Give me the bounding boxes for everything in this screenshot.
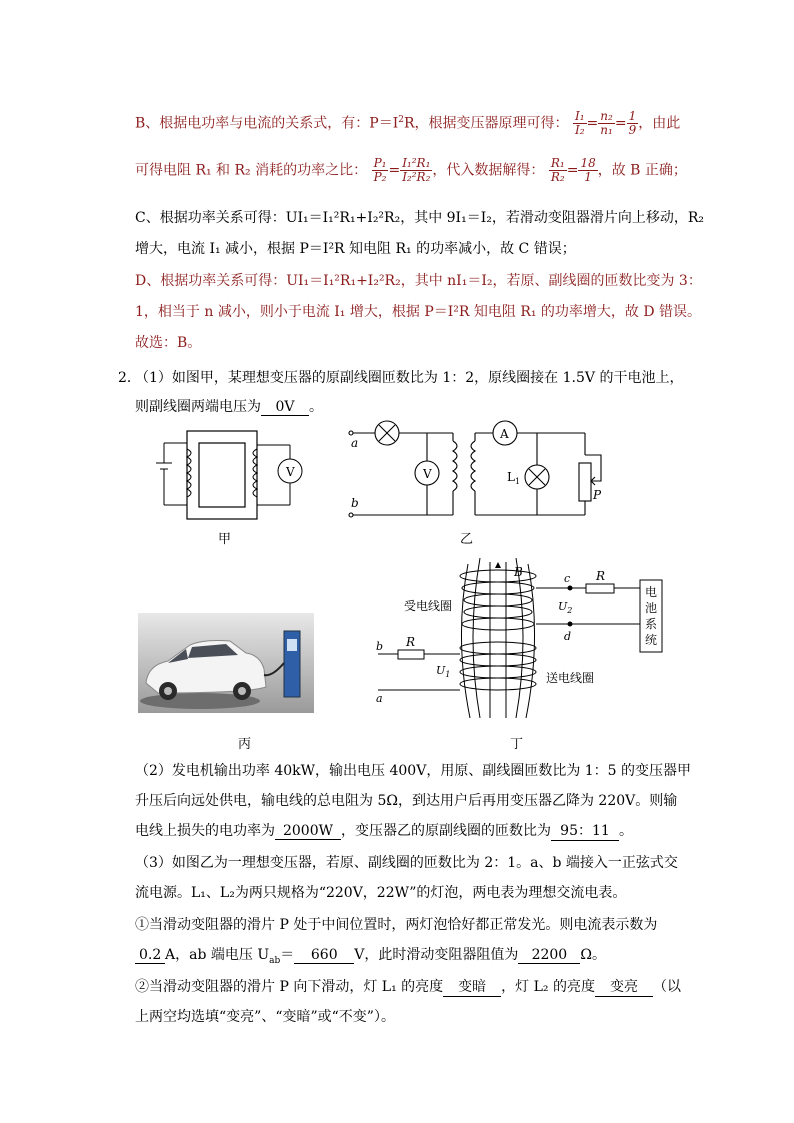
ammeter-label: A — [500, 427, 509, 441]
fraction-num: P₁ — [373, 156, 387, 170]
answer-blank: 变暗 — [443, 976, 501, 997]
text-segment: ，变压器乙的原副线圈的匝数比为 — [341, 823, 551, 839]
answer-blank: 0.2 — [135, 947, 165, 964]
text-segment: A，ab 端电压 U — [165, 947, 270, 963]
solution-d-line2: 1，相当于 n 减小，则小于电流 I₁ 增大，根据 P＝I²R 知电阻 R₁ 的功率增大，故 D 错误。 — [135, 304, 702, 320]
fraction-num: 18 — [580, 156, 596, 170]
figure-yi — [345, 415, 615, 523]
battery-char-3: 系 — [645, 617, 658, 631]
q2-p2-line1: （2）发电机输出功率 40kW，输出电压 400V，用原、副线圈匝数比为 1：5 的变压器甲 — [135, 763, 692, 779]
text-segment: R，根据变压器原理可得： — [403, 115, 569, 132]
fraction-den: 9 — [628, 123, 637, 137]
text-segment: Ω。 — [580, 947, 606, 963]
u2-letter: U — [558, 600, 568, 613]
text-segment: 。 — [309, 399, 323, 415]
fraction — [400, 157, 432, 184]
text-segment: 电线上损失的电功率为 — [135, 823, 275, 839]
text-segment: ，故 B 正确； — [597, 162, 687, 179]
voltmeter-label: V — [286, 465, 295, 479]
q2-p3-line5 — [135, 976, 681, 997]
caption-bing: 丙 — [238, 737, 252, 752]
fraction-num: I₁ — [574, 109, 585, 123]
point-d-label: d — [564, 630, 572, 643]
answer-blank: 95：11 — [551, 820, 619, 841]
fraction — [372, 157, 389, 184]
solution-c-line2: 增大，电流 I₁ 减小，根据 P＝I²R 知电阻 R₁ 的功率减小，故 C 错误； — [135, 241, 576, 257]
figure-ding — [370, 558, 670, 718]
fraction — [578, 157, 597, 184]
lamp-letter: L — [507, 470, 515, 484]
solution-b-line2: 可得电阻 R₁ 和 R₂ 消耗的功率之比： $\frac{\text{P₁}}{\text{P₂}}$ = $\frac{\text{I₁²R₁}}{\text{I₂²R₂}}$ ，代入数据解得： $\frac{\text{R₁}}{\text{R₂}}$ = $\frac{18}{1}$ ，故 B 正确； — [135, 156, 687, 184]
fraction-num: I₁²R₁ — [402, 156, 431, 170]
fraction — [549, 157, 567, 184]
text-segment: ②当滑动变阻器的滑片 P 向下滑动，灯 L₁ 的亮度 — [135, 979, 444, 995]
text-segment: 。 — [619, 823, 633, 839]
fraction — [573, 110, 587, 137]
fraction-num: 1 — [628, 109, 637, 123]
solution-d-line1: D、根据功率关系可得：UI₁＝I₁²R₁+I₂²R₂，其中 nI₁＝I₂，若原、副线圈的匝数比变为 3： — [135, 273, 702, 289]
slider-label: P — [593, 488, 602, 502]
text-segment: ＝ — [280, 947, 295, 963]
caption-jia: 甲 — [218, 532, 232, 547]
lamp-subscript: 1 — [514, 477, 521, 486]
solution-c-line1: C、根据功率关系可得：UI₁＝I₁²R₁+I₂²R₂，其中 9I₁＝I₂，若滑动变阻器滑片向上移动，R₂ — [135, 210, 704, 226]
q2-p1-line2 — [135, 396, 323, 416]
battery-char-4: 统 — [645, 633, 658, 647]
q2-p3-line6: 上两空均选填“变亮”、“变暗”或“不变”）。 — [135, 1009, 395, 1025]
u2-label — [558, 600, 572, 615]
text-segment: 可得电阻 R₁ 和 R₂ 消耗的功率之比： — [135, 162, 368, 179]
terminal-a-label: a — [351, 436, 359, 450]
u2-subscript: 2 — [567, 606, 573, 615]
fraction-num: n₂ — [600, 109, 613, 123]
subscript: ab — [269, 955, 281, 966]
q2-p3-line2: 流电源。L₁、L₂为两只规格为“220V，22W”的灯泡，两电表为理想交流电表。 — [135, 885, 627, 901]
terminal-a-label: a — [376, 692, 383, 705]
resistor-r1-label: R — [406, 635, 416, 649]
terminal-b-label: b — [376, 640, 384, 653]
q2-p3-line4 — [135, 944, 606, 966]
sending-coil-label: 送电线圈 — [546, 671, 595, 685]
q2-p2-line3 — [135, 820, 633, 841]
figure-bing-photo — [138, 613, 314, 713]
voltmeter-label: V — [423, 467, 432, 481]
answer-blank: 变亮 — [595, 976, 653, 997]
point-c-label: c — [564, 572, 571, 585]
answer-blank: 660 — [294, 947, 354, 964]
text-segment: ，由此 — [638, 115, 681, 132]
fraction-num: R₁ — [550, 156, 565, 170]
text-segment: ，灯 L₂ 的亮度 — [501, 979, 595, 995]
fraction-den: R₂ — [550, 170, 565, 184]
fraction-den: I₂ — [574, 123, 585, 137]
solution-answer: 故选：B。 — [135, 335, 202, 351]
text-segment: B、根据电功率与电流的关系式，有：P＝I — [135, 115, 399, 132]
caption-yi: 乙 — [460, 532, 474, 547]
caption-ding: 丁 — [510, 737, 524, 752]
terminal-b-label: b — [351, 496, 359, 510]
fraction — [627, 110, 639, 137]
battery-char-2: 池 — [645, 601, 658, 615]
figure-jia — [140, 425, 310, 525]
b-field-label: B — [514, 565, 523, 579]
text-segment: ，代入数据解得： — [432, 162, 545, 179]
text-segment: V，此时滑动变阻器阻值为 — [354, 947, 519, 963]
q2-number: 2． — [118, 370, 141, 386]
q2-p3-line1: （3）如图乙为一理想变压器，若原、副线圈的匝数比为 2：1。a、b 端接入一正弦式交 — [135, 855, 678, 871]
lamp-label — [507, 470, 520, 486]
u1-letter: U — [436, 664, 446, 677]
solution-b-line1: B、根据电功率与电流的关系式，有：$P=I^2R$，根据变压器原理可得： $\frac{\text{I₁}}{\text{I₂}}$ = $\frac{\text{n₂}}{\text{n₁}}$ = $\frac{1}{9}$ ，由此 — [135, 109, 681, 137]
fraction-den: n₁ — [600, 123, 613, 137]
fraction-den: 1 — [584, 170, 592, 184]
answer-blank: 0V — [261, 399, 309, 416]
receiving-coil-label: 受电线圈 — [404, 599, 453, 613]
q2-p2-line2: 升压后向远处供电，输电线的总电阻为 5Ω，到达用户后再用变压器乙降为 220V。则输 — [135, 793, 678, 809]
answer-blank: 2000W — [275, 823, 341, 840]
resistor-r2-label: R — [596, 569, 606, 583]
u1-subscript: 1 — [445, 670, 451, 679]
answer-blank: 2200 — [518, 947, 580, 964]
fraction-den: P₂ — [373, 170, 387, 184]
u1-label — [436, 664, 450, 679]
battery-char-1: 电 — [645, 585, 658, 599]
q2-p3-line3: ①当滑动变阻器的滑片 P 处于中间位置时，两灯泡恰好都正常发光。则电流表示数为 — [135, 917, 658, 933]
q2-p1-line1: （1）如图甲，某理想变压器的原副线圈匝数比为 1：2，原线圈接在 1.5V 的干电池上， — [135, 370, 684, 386]
fraction-den: I₂²R₂ — [402, 170, 431, 184]
fraction — [598, 110, 615, 137]
text-segment: 则副线圈两端电压为 — [135, 399, 261, 415]
text-segment: （以 — [652, 979, 681, 995]
